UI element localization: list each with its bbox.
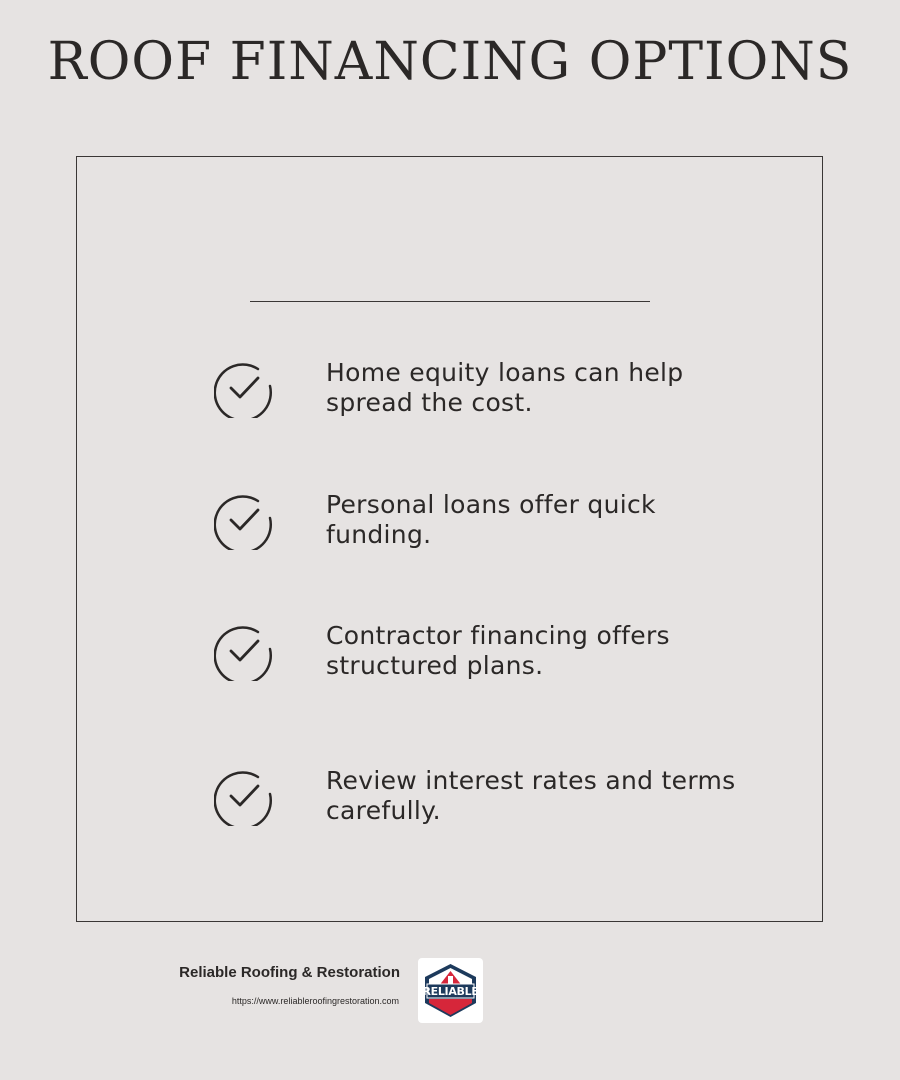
list-item bbox=[77, 358, 822, 438]
options-card bbox=[76, 156, 823, 922]
list-item-text: Contractor financing offers structured plans. bbox=[326, 621, 670, 680]
list-item bbox=[77, 621, 822, 701]
list-item-text: Review interest rates and terms carefully. bbox=[326, 766, 736, 825]
company-logo bbox=[418, 958, 483, 1023]
list-item bbox=[77, 766, 822, 846]
list-item-text: Personal loans offer quick funding. bbox=[326, 490, 656, 549]
company-url[interactable]: https://www.reliableroofingrestoration.com bbox=[231, 996, 399, 1006]
list-item-text: Home equity loans can help spread the cost. bbox=[326, 358, 684, 417]
check-circle-icon bbox=[214, 490, 274, 550]
company-name: Reliable Roofing & Restoration bbox=[179, 964, 400, 981]
logo-text: RELIABLE bbox=[422, 985, 479, 998]
check-circle-icon bbox=[214, 621, 274, 681]
check-circle-icon bbox=[214, 358, 274, 418]
check-circle-icon bbox=[214, 766, 274, 826]
list-item bbox=[77, 490, 822, 570]
page-title: ROOF FINANCING OPTIONS bbox=[47, 32, 853, 92]
divider-line bbox=[250, 301, 650, 302]
